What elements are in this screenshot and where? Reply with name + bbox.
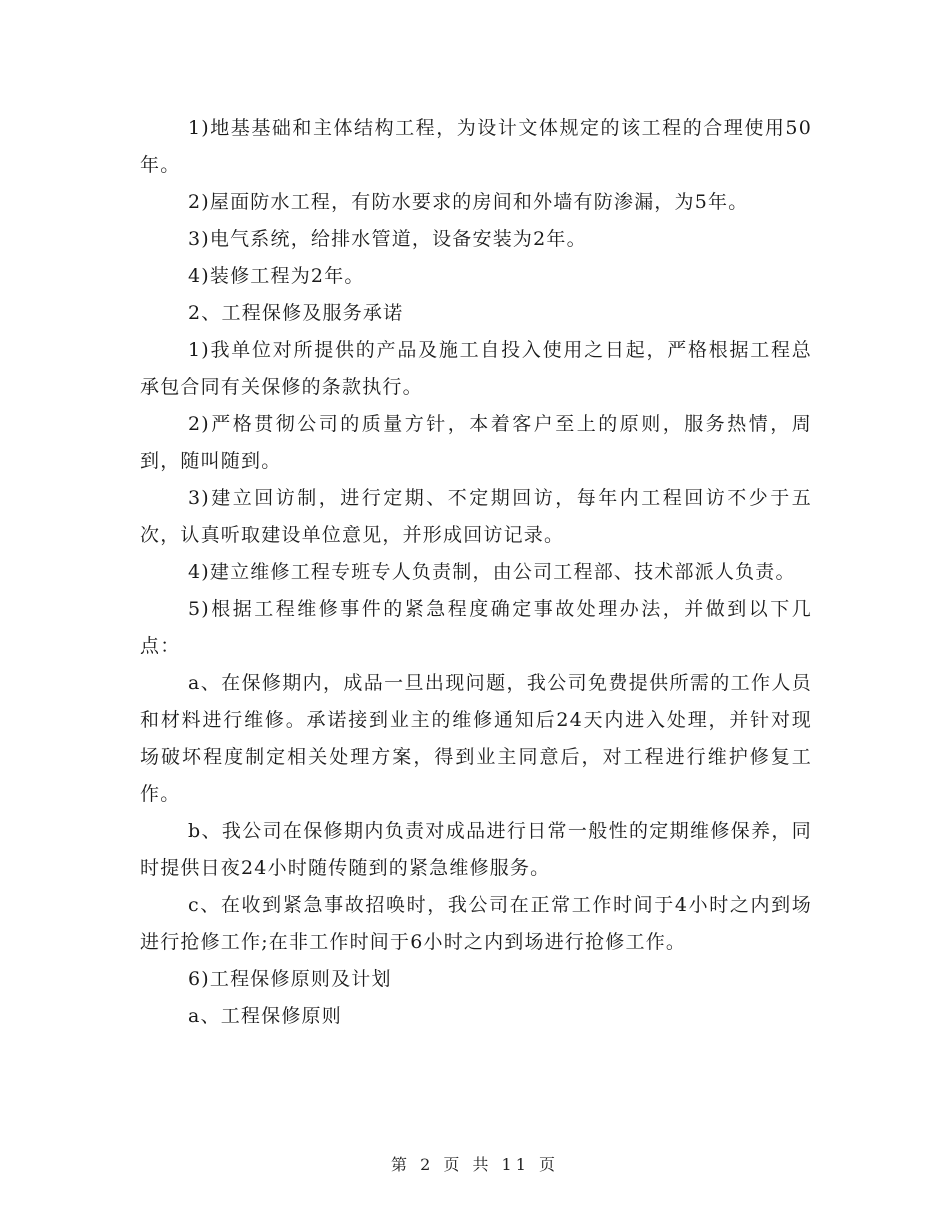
section-heading: 2、工程保修及服务承诺 [188,302,404,324]
paragraph-13: c、在收到紧急事故招唤时，我公司在正常工作时间于4小时之内到场进行抢修工作;在非工作时间于6小时之内到场进行抢修工作。 [140,894,812,953]
paragraph-2: 2)屋面防水工程，有防水要求的房间和外墙有防渗漏，为5年。 [188,191,749,213]
paragraph-6: 1)我单位对所提供的产品及施工自投入使用之日起，严格根据工程总承包合同有关保修的条款执行。 [140,339,812,398]
paragraph-3: 3)电气系统，给排水管道，设备安装为2年。 [188,228,587,250]
paragraph-8: 3)建立回访制，进行定期、不定期回访，每年内工程回访不少于五次，认真听取建设单位意见，并形成回访记录。 [140,487,812,546]
paragraph-9: 4)建立维修工程专班专人负责制，由公司工程部、技术部派人负责。 [188,561,796,583]
paragraph-1: 1)地基基础和主体结构工程，为设计文体规定的该工程的合理使用50年。 [140,117,812,176]
paragraph-4: 4)装修工程为2年。 [188,265,365,287]
paragraph-10: 5)根据工程维修事件的紧急程度确定事故处理办法，并做到以下几点： [140,598,812,657]
paragraph-14: 6)工程保修原则及计划 [188,968,392,990]
page-footer: 第 2 页 共 11 页 [391,1155,559,1174]
paragraph-12: b、我公司在保修期内负责对成品进行日常一般性的定期维修保养，同时提供日夜24小时随传随到的紧急维修服务。 [140,820,812,879]
paragraph-15: a、工程保修原则 [188,1005,342,1027]
document-body [140,110,812,1035]
paragraph-7: 2)严格贯彻公司的质量方针，本着客户至上的原则，服务热情，周到，随叫随到。 [140,413,812,472]
paragraph-11: a、在保修期内，成品一旦出现问题，我公司免费提供所需的工作人员和材料进行维修。承诺接到业主的维修通知后24天内进入处理，并针对现场破坏程度制定相关处理方案，得到业主同意后，对工程进行维护修复工作。 [140,672,812,805]
